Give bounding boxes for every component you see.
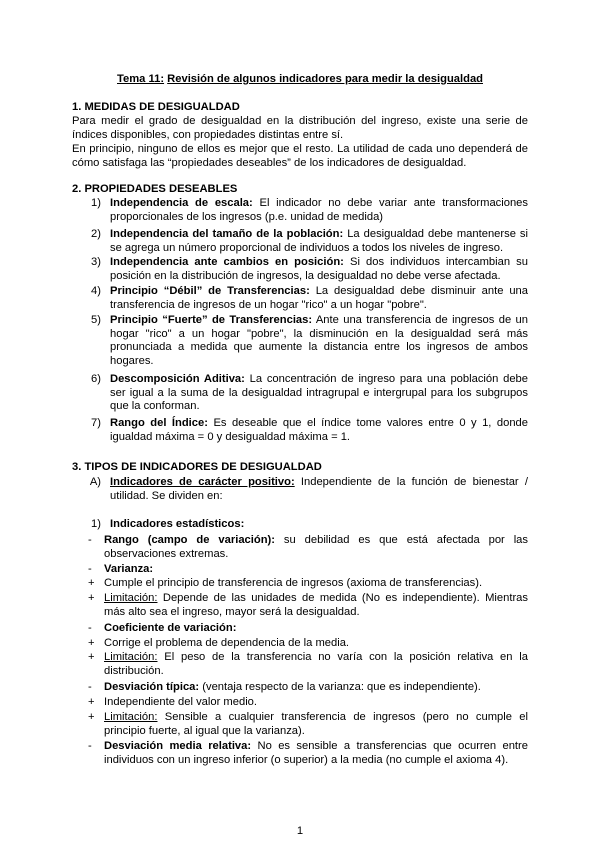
- section-1-heading: 1. MEDIDAS DE DESIGUALDAD: [72, 101, 240, 113]
- bullet-text: Corrige el problema de dependencia de la media.: [104, 637, 350, 649]
- bullet-term: Desviación media relativa:: [104, 740, 252, 752]
- bullet-limitation: Limitación:: [104, 592, 158, 604]
- property-item: [72, 256, 528, 283]
- bullet-marker: +: [88, 637, 95, 649]
- title-text: Revisión de algunos indicadores para medir la desigualdad: [167, 73, 483, 85]
- item-number: A): [89, 476, 101, 488]
- section-1-paragraph-1: Para medir el grado de desigualdad en la distribución del ingreso, existe una serie de índices disponibles, con propiedades distintas entre sí.: [72, 115, 528, 141]
- list-item: [72, 711, 528, 738]
- property-item: [72, 314, 528, 368]
- item-text: Independiente de la función de bienestar / utilidad. Se dividen en:: [110, 476, 528, 502]
- bullet-marker: +: [88, 696, 95, 708]
- bullet-marker: -: [88, 563, 92, 575]
- item-number: 1): [91, 197, 101, 209]
- item-number: 5): [91, 314, 101, 326]
- item-term: Principio “Débil” de Transferencias:: [110, 285, 310, 297]
- list-item: [72, 740, 528, 767]
- bullet-limitation: Limitación:: [104, 711, 158, 723]
- bullet-text: Independiente del valor medio.: [104, 696, 258, 708]
- bullet-term: Varianza:: [104, 563, 154, 575]
- indicator-type-a: [72, 476, 528, 503]
- item-text: El indicador no debe variar ante transformaciones proporcionales de los ingresos (p.e. unidad de medida): [110, 197, 528, 223]
- item-text: La desigualdad debe mantenerse si se agrega un número proporcional de individuos a todos los niveles de ingreso.: [110, 228, 529, 254]
- list-item: [72, 577, 528, 591]
- bullet-limitation: Limitación:: [104, 651, 158, 663]
- item-term: Rango del Índice:: [110, 417, 208, 429]
- bullet-text: No es sensible a transferencias que ocurren entre individuos con un ingreso inferior (o superior) a la media (no cumple el axioma 4).: [104, 740, 528, 766]
- bullet-term: Coeficiente de variación:: [104, 622, 237, 634]
- title-prefix: Tema 11:: [117, 73, 165, 85]
- item-term: Indicadores estadísticos:: [110, 518, 245, 530]
- bullet-text: Cumple el principio de transferencia de ingresos (axioma de transferencias).: [104, 577, 483, 589]
- item-number: 7): [91, 417, 101, 429]
- section-1-paragraph-2: En principio, ninguno de ellos es mejor que el resto. La utilidad de cada uno dependerá de cómo satisfaga las “propiedades deseables” de los indicadores de desigualdad.: [72, 143, 528, 169]
- bullet-marker: +: [88, 592, 95, 604]
- item-number: 6): [91, 373, 101, 385]
- property-item: [72, 197, 528, 224]
- section-2-heading: 2. PROPIEDADES DESEABLES: [72, 183, 238, 195]
- item-number: 3): [91, 256, 101, 268]
- list-item: [72, 534, 528, 561]
- item-term: Independencia del tamaño de la población:: [110, 228, 344, 240]
- bullet-marker: -: [88, 622, 92, 634]
- indicator-subtype-1: [72, 518, 528, 532]
- item-text: Ante una transferencia de ingresos de un hogar "rico" a un hogar "pobre", la disminución en la desigualdad será más pronunciada a medida que aumente la distancia entre los ingresos de ambos hogares.: [110, 314, 528, 367]
- bullet-text: su debilidad es que está afectada por las observaciones extremas.: [104, 534, 528, 560]
- list-item: [72, 637, 528, 651]
- property-item: [72, 228, 528, 255]
- bullet-marker: +: [88, 711, 95, 723]
- item-text: Es deseable que el índice tome valores entre 0 y 1, donde igualdad máxima = 0 y desigualdad máxima = 1.: [110, 417, 528, 443]
- list-item: [72, 592, 528, 619]
- property-item: [72, 285, 528, 312]
- page-number: 1: [296, 825, 304, 837]
- bullet-marker: -: [88, 740, 92, 752]
- document-page: [72, 0, 528, 848]
- item-number: 1): [91, 518, 101, 530]
- list-item: [72, 681, 528, 695]
- list-item: [72, 563, 528, 577]
- item-term: Indicadores de carácter positivo:: [110, 476, 295, 488]
- bullet-marker: -: [88, 681, 92, 693]
- bullet-text: Sensible a cualquier transferencia de ingresos (pero no cumple el principio fuerte, al igual que la varianza).: [104, 711, 528, 737]
- property-item: [72, 373, 528, 414]
- bullet-marker: +: [88, 651, 95, 663]
- item-text: La desigualdad debe disminuir ante una transferencia de ingresos de un hogar "rico" a un hogar "pobre".: [110, 285, 528, 311]
- item-term: Independencia de escala:: [110, 197, 253, 209]
- page-title: [72, 73, 528, 87]
- bullet-text: (ventaja respecto de la varianza: que es independiente).: [199, 681, 481, 693]
- item-number: 4): [91, 285, 101, 297]
- list-item: [72, 651, 528, 678]
- bullet-marker: +: [88, 577, 95, 589]
- property-item: [72, 417, 528, 444]
- item-term: Descomposición Aditiva:: [110, 373, 245, 385]
- list-item: [72, 622, 528, 636]
- item-number: 2): [91, 228, 101, 240]
- list-item: [72, 696, 528, 710]
- bullet-text: Depende de las unidades de medida (No es independiente). Mientras más alto sea el ingreso, mayor será la desigualdad.: [104, 592, 528, 618]
- item-term: Principio “Fuerte” de Transferencias:: [110, 314, 313, 326]
- item-text: Si dos individuos intercambian su posición en la distribución de ingresos, la desigualdad no debe verse afectada.: [110, 256, 528, 282]
- bullet-term: Desviación típica:: [104, 681, 200, 693]
- item-text: La concentración de ingreso para una población debe ser igual a la suma de la desigualdad intragrupal e intergrupal para los subgrupos que la conforman.: [110, 373, 528, 413]
- section-3-heading: 3. TIPOS DE INDICADORES DE DESIGUALDAD: [72, 461, 322, 473]
- bullet-marker: -: [88, 534, 92, 546]
- bullet-term: Rango (campo de variación):: [104, 534, 275, 546]
- item-term: Independencia ante cambios en posición:: [110, 256, 344, 268]
- bullet-text: El peso de la transferencia no varía con la posición relativa en la distribución.: [104, 651, 528, 677]
